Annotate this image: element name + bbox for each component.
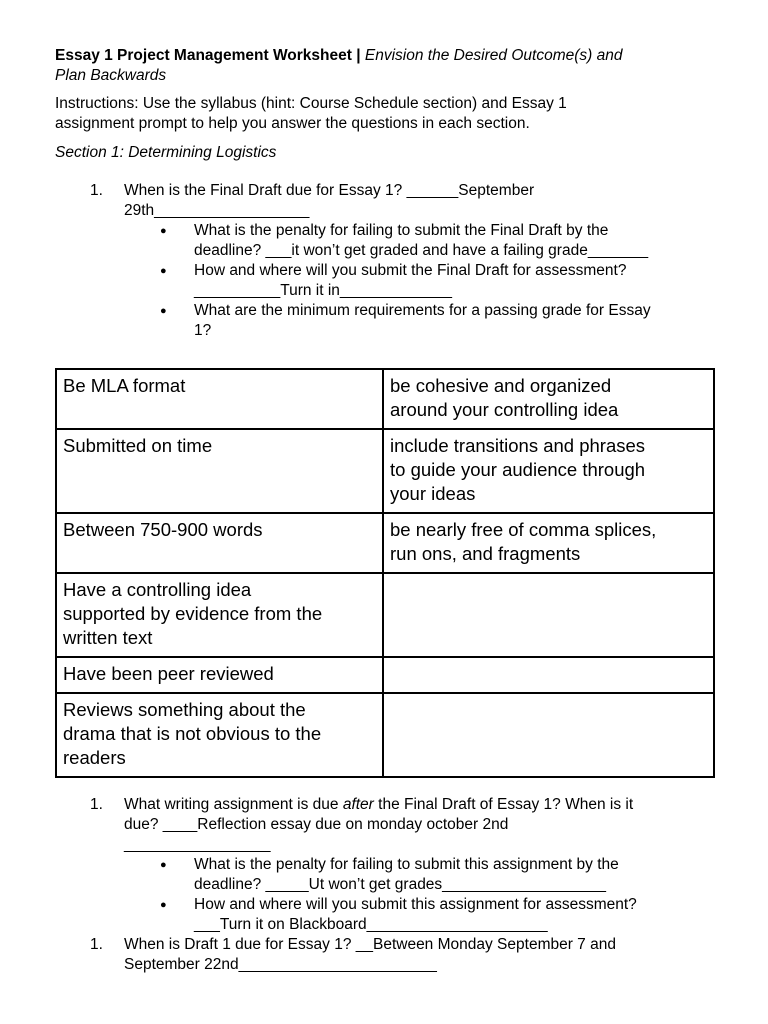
table-cell-empty: [383, 573, 714, 657]
cell-line: Between 750-900 words: [63, 519, 263, 540]
table-cell: [56, 573, 383, 657]
q2-bullet2-line1: How and where will you submit this assignment for assessment?: [194, 896, 637, 913]
cell-line: written text: [63, 627, 153, 648]
instructions-line2: assignment prompt to help you answer the questions in each section.: [55, 115, 530, 132]
q2-line1-post: the Final Draft of Essay 1? When is it: [373, 796, 634, 813]
q2-line1: [124, 795, 633, 815]
table-cell: [383, 369, 714, 429]
table-row: [56, 513, 714, 573]
cell-line: be cohesive and organized: [390, 375, 612, 396]
section1-heading: Section 1: Determining Logistics: [55, 144, 277, 161]
requirements-table: [55, 368, 715, 778]
cell-line: Be MLA format: [63, 375, 186, 396]
q2-line1-pre: What writing assignment is due: [124, 796, 343, 813]
table-row: [56, 429, 714, 513]
cell-line: be nearly free of comma splices,: [390, 519, 657, 540]
cell-line: Have been peer reviewed: [63, 663, 274, 684]
cell-line: readers: [63, 747, 126, 768]
q2-bullet2-line2: ___Turn it on Blackboard_____________________: [194, 916, 548, 933]
q2-bullet1-line2: deadline? _____Ut won’t get grades___________________: [194, 876, 606, 893]
q3-line1: When is Draft 1 due for Essay 1? __Between Monday September 7 and: [124, 936, 616, 953]
q3-number: 1.: [90, 936, 103, 953]
table-cell: [56, 657, 383, 693]
cell-line: around your controlling idea: [390, 399, 619, 420]
q1-bullet3-line1: What are the minimum requirements for a passing grade for Essay: [194, 302, 651, 319]
table-cell: [56, 369, 383, 429]
table-cell: [383, 429, 714, 513]
bullet-icon: ●: [160, 265, 167, 277]
table-row: [56, 369, 714, 429]
table-row: [56, 657, 714, 693]
bullet-icon: ●: [160, 305, 167, 317]
title-bold: Essay 1 Project Management Worksheet |: [55, 47, 361, 64]
table-cell: [56, 429, 383, 513]
cell-line: drama that is not obvious to the: [63, 723, 322, 744]
table-cell: [383, 513, 714, 573]
q1-bullet3-line2: 1?: [194, 322, 212, 339]
table-cell: [56, 693, 383, 777]
q2-line1-italic: after: [342, 796, 374, 813]
instructions-line1: Instructions: Use the syllabus (hint: Course Schedule section) and Essay 1: [55, 95, 567, 112]
q2-number: 1.: [90, 796, 103, 813]
q1-number: 1.: [90, 182, 103, 199]
q2-line2: due? ____Reflection essay due on monday october 2nd: [124, 816, 509, 833]
q1-bullet2-line1: How and where will you submit the Final Draft for assessment?: [194, 262, 627, 279]
bullet-icon: ●: [160, 225, 167, 237]
bullet-icon: ●: [160, 859, 167, 871]
cell-line: to guide your audience through: [390, 459, 646, 480]
cell-line: run ons, and fragments: [390, 543, 581, 564]
q2-line3: _________________: [124, 836, 271, 853]
cell-line: supported by evidence from the: [63, 603, 323, 624]
table-cell: [56, 513, 383, 573]
bullet-icon: ●: [160, 899, 167, 911]
worksheet-title: [55, 46, 622, 66]
q1-bullet1-line2: deadline? ___it won’t get graded and have a failing grade_______: [194, 242, 649, 259]
q3-line2: September 22nd_______________________: [124, 956, 437, 973]
cell-line: your ideas: [390, 483, 476, 504]
table-row: [56, 573, 714, 657]
cell-line: Reviews something about the: [63, 699, 306, 720]
q1-bullet2-line2: __________Turn it in_____________: [194, 282, 452, 299]
cell-line: include transitions and phrases: [390, 435, 646, 456]
q2-bullet1-line1: What is the penalty for failing to submit this assignment by the: [194, 856, 619, 873]
table-row: [56, 693, 714, 777]
q1-line1: When is the Final Draft due for Essay 1? ______September: [124, 182, 535, 199]
cell-line: Submitted on time: [63, 435, 213, 456]
table-cell-empty: [383, 693, 714, 777]
title-italic-line1: Envision the Desired Outcome(s) and: [364, 47, 623, 64]
table-cell-empty: [383, 657, 714, 693]
q1-line2: 29th__________________: [124, 202, 310, 219]
cell-line: Have a controlling idea: [63, 579, 252, 600]
title-italic-line2: Plan Backwards: [55, 67, 167, 84]
q1-bullet1-line1: What is the penalty for failing to submit the Final Draft by the: [194, 222, 609, 239]
